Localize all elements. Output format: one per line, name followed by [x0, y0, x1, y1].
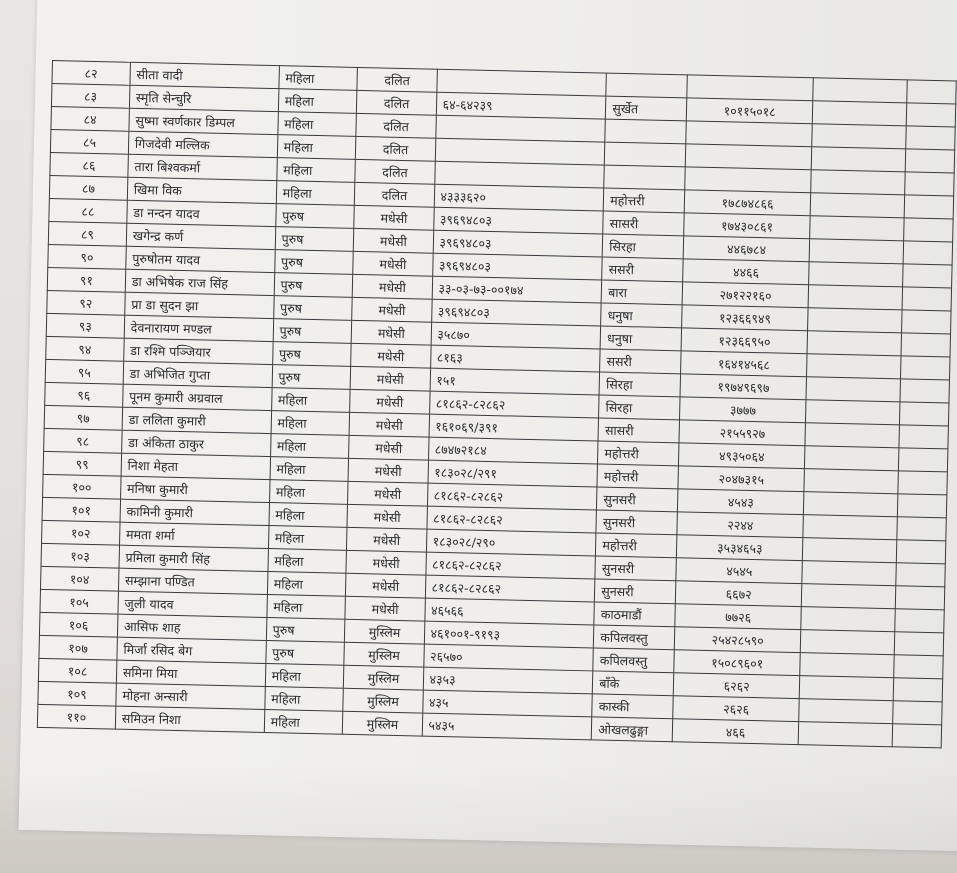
amount-cell: १७४३०८६१: [684, 213, 811, 239]
name-cell: डा रश्मि पञ्जियार: [124, 338, 273, 364]
name-cell: देवनारायण मण्डल: [124, 315, 273, 341]
amount-cell: ३७७७: [680, 397, 807, 423]
empty-cell: [895, 586, 944, 610]
empty-cell: [803, 515, 897, 540]
empty-cell: [802, 584, 896, 609]
district-cell: सासरी: [603, 211, 684, 236]
name-cell: समिउन निशा: [115, 706, 264, 732]
group-cell: मधेसी: [350, 412, 430, 437]
id-number-cell: १६१०६९/३९१: [429, 414, 599, 441]
district-cell: बाँके: [593, 671, 674, 696]
name-cell: प्रमिला कुमारी सिंह: [119, 545, 268, 571]
serial-number-cell: ८८: [49, 198, 127, 223]
amount-cell: २५४२८५९०: [674, 627, 801, 653]
empty-cell: [898, 471, 947, 495]
group-cell: मधेसी: [346, 550, 426, 575]
name-cell: खगेन्द्र कर्ण: [126, 223, 275, 249]
empty-cell: [902, 310, 951, 334]
group-cell: दलित: [357, 90, 437, 115]
serial-number-cell: १०६: [39, 612, 117, 637]
empty-cell: [802, 561, 896, 586]
amount-cell: ४६६: [672, 719, 799, 745]
empty-cell: [896, 563, 945, 587]
serial-number-cell: १०४: [40, 566, 118, 591]
group-cell: मुस्लिम: [344, 665, 424, 690]
district-cell: सिरहा: [602, 234, 683, 259]
empty-cell: [800, 630, 894, 655]
gender-cell: महिला: [269, 503, 348, 528]
amount-cell: ६६७२: [676, 581, 803, 607]
gender-cell: पुरुष: [275, 204, 354, 229]
gender-cell: महिला: [271, 411, 350, 436]
gender-cell: महिला: [264, 709, 343, 734]
name-cell: मोहना अन्सारी: [116, 683, 265, 709]
group-cell: मधेसी: [352, 297, 432, 322]
empty-cell: [811, 147, 905, 172]
district-cell: ओखलढुङ्गा: [592, 717, 673, 742]
empty-cell: [905, 172, 954, 196]
empty-cell: [798, 722, 892, 747]
amount-cell: २०४७३१५: [678, 466, 805, 492]
amount-cell: [685, 144, 812, 170]
serial-number-cell: ९६: [45, 382, 123, 407]
amount-cell: ४४६६: [683, 259, 810, 285]
serial-number-cell: ९९: [43, 451, 121, 476]
gender-cell: महिला: [271, 388, 350, 413]
amount-cell: [686, 121, 813, 147]
name-cell: पूनम कुमारी अग्रवाल: [122, 384, 271, 410]
name-cell: सम्झाना पण्डित: [118, 568, 267, 594]
empty-cell: [799, 699, 893, 724]
empty-cell: [906, 126, 955, 150]
id-number-cell: ६४-६४२३९: [436, 92, 606, 119]
gender-cell: महिला: [276, 158, 355, 183]
id-number-cell: ४६५६६: [424, 598, 594, 625]
empty-cell: [898, 448, 947, 472]
empty-cell: [907, 80, 956, 104]
id-number-cell: ८१८६२-८२८६२: [429, 391, 599, 418]
empty-cell: [905, 149, 954, 173]
gender-cell: महिला: [279, 66, 358, 91]
id-number-cell: ३३-०३-७३-००१७४: [432, 276, 602, 303]
gender-cell: महिला: [265, 663, 344, 688]
district-cell: कपिलवस्तु: [594, 625, 675, 650]
empty-cell: [894, 632, 943, 656]
serial-number-cell: ८३: [51, 84, 129, 109]
id-number-cell: ८१८६२-८२८६२: [427, 483, 597, 510]
serial-number-cell: ९०: [48, 244, 126, 269]
district-cell: [605, 119, 686, 144]
name-cell: पुरुषोतम यादव: [126, 246, 275, 272]
name-cell: निशा मेहता: [121, 453, 270, 479]
id-number-cell: ४६१००१-९१९३: [424, 621, 594, 648]
group-cell: मधेसी: [348, 458, 428, 483]
empty-cell: [899, 425, 948, 449]
name-cell: प्रा डा सुदन झा: [125, 292, 274, 318]
id-number-cell: ३९६९४८०३: [431, 299, 601, 326]
empty-cell: [903, 241, 952, 265]
amount-cell: २७१२२१६०: [682, 282, 809, 308]
empty-cell: [901, 356, 950, 380]
id-number-cell: ३९६९४८०३: [433, 230, 603, 257]
group-cell: मधेसी: [348, 481, 428, 506]
group-cell: दलित: [355, 182, 435, 207]
empty-cell: [812, 101, 906, 126]
gender-cell: महिला: [267, 595, 346, 620]
district-cell: [605, 142, 686, 167]
name-cell: तारा बिश्वकर्मा: [128, 154, 277, 180]
amount-cell: २१५५९२७: [679, 420, 806, 446]
name-cell: सुष्मा स्वर्णकार डिम्पल: [129, 108, 278, 134]
gender-cell: महिला: [278, 89, 357, 114]
district-cell: सासरी: [598, 418, 679, 443]
empty-cell: [806, 377, 900, 402]
name-cell: समिना मिया: [116, 660, 265, 686]
district-cell: सिरहा: [599, 395, 680, 420]
empty-cell: [897, 517, 946, 541]
gender-cell: महिला: [268, 526, 347, 551]
group-cell: मधेसी: [354, 228, 434, 253]
id-number-cell: २६५७०: [423, 644, 593, 671]
amount-cell: ४५४३: [678, 489, 805, 515]
empty-cell: [805, 423, 899, 448]
id-number-cell: ८१८६२-८२८६२: [425, 575, 595, 602]
empty-cell: [895, 609, 944, 633]
serial-number-cell: १०५: [40, 589, 118, 614]
empty-cell: [894, 655, 943, 679]
group-cell: मधेसी: [346, 573, 426, 598]
amount-cell: ३५३४६५३: [677, 535, 804, 561]
amount-cell: ४९३५०६४: [679, 443, 806, 469]
empty-cell: [904, 218, 953, 242]
district-cell: ससरी: [600, 349, 681, 374]
empty-cell: [807, 354, 901, 379]
amount-cell: ४५४५: [676, 558, 803, 584]
amount-cell: १९७४९६९७: [680, 374, 807, 400]
serial-number-cell: ८४: [51, 106, 129, 131]
serial-number-cell: ८६: [50, 152, 128, 177]
name-cell: डा अंकिता ठाकुर: [121, 430, 270, 456]
group-cell: मधेसी: [353, 251, 433, 276]
group-cell: दलित: [356, 136, 436, 161]
serial-number-cell: ९५: [45, 359, 123, 384]
district-cell: धनुषा: [600, 326, 681, 351]
serial-number-cell: ९२: [47, 290, 125, 315]
serial-number-cell: १०८: [38, 658, 116, 683]
district-cell: सुनसरी: [597, 487, 678, 512]
gender-cell: महिला: [278, 112, 357, 137]
gender-cell: पुरुष: [272, 342, 351, 367]
serial-number-cell: ९१: [47, 267, 125, 292]
name-cell: डा अभिषेक राज सिंह: [125, 269, 274, 295]
serial-number-cell: ९३: [46, 313, 124, 338]
district-cell: सुनसरी: [596, 510, 677, 535]
empty-cell: [906, 103, 955, 127]
serial-number-cell: ८२: [52, 61, 130, 86]
group-cell: दलित: [356, 113, 436, 138]
id-number-cell: ८१८६२-८२८६२: [425, 552, 595, 579]
id-number-cell: ४३५: [422, 690, 592, 717]
name-cell: सीता वादी: [130, 62, 279, 88]
empty-cell: [804, 469, 898, 494]
id-number-cell: ४३३३६२०: [434, 184, 604, 211]
district-cell: [604, 165, 685, 190]
gender-cell: महिला: [264, 686, 343, 711]
group-cell: मधेसी: [347, 504, 427, 529]
empty-cell: [809, 262, 903, 287]
amount-cell: [685, 167, 812, 193]
id-number-cell: ५४३५: [422, 713, 592, 740]
empty-cell: [892, 724, 941, 748]
amount-cell: १५०८९६०१: [674, 650, 801, 676]
group-cell: दलित: [355, 159, 435, 184]
id-number-cell: ८७४७२१८४: [428, 437, 598, 464]
empty-cell: [806, 400, 900, 425]
id-number-cell: ८१६३: [430, 345, 600, 372]
name-cell: कामिनी कुमारी: [120, 499, 269, 525]
id-number-cell: ३५८७०: [431, 322, 601, 349]
empty-cell: [900, 379, 949, 403]
records-table: [37, 60, 957, 748]
district-cell: महोत्तरी: [598, 441, 679, 466]
name-cell: डा ललिता कुमारी: [122, 407, 271, 433]
district-cell: महोत्तरी: [597, 464, 678, 489]
district-cell: सुर्खेत: [606, 96, 687, 121]
id-number-cell: ४३५३: [423, 667, 593, 694]
empty-cell: [904, 195, 953, 219]
amount-cell: १७८७४८६६: [684, 190, 811, 216]
gender-cell: पुरुष: [274, 250, 353, 275]
id-number-cell: १८३०२८/२९०: [426, 529, 596, 556]
amount-cell: २२४४: [677, 512, 804, 538]
empty-cell: [896, 540, 945, 564]
empty-cell: [893, 701, 942, 725]
amount-cell: २६२६: [673, 696, 800, 722]
group-cell: मधेसी: [345, 596, 425, 621]
serial-number-cell: ९४: [46, 336, 124, 361]
empty-cell: [807, 331, 901, 356]
gender-cell: पुरुष: [266, 618, 345, 643]
district-cell: धनुषा: [601, 303, 682, 328]
amount-cell: १६४१४५६८: [681, 351, 808, 377]
amount-cell: १२३६६९४९: [682, 305, 809, 331]
serial-number-cell: १०१: [42, 497, 120, 522]
amount-cell: ४४६७८४: [683, 236, 810, 262]
empty-cell: [901, 333, 950, 357]
empty-cell: [805, 446, 899, 471]
serial-number-cell: १०३: [41, 543, 119, 568]
gender-cell: पुरुष: [272, 365, 351, 390]
name-cell: जुली यादव: [118, 591, 267, 617]
district-cell: महोत्तरी: [596, 533, 677, 558]
empty-cell: [808, 285, 902, 310]
gender-cell: महिला: [270, 434, 349, 459]
empty-cell: [804, 492, 898, 517]
serial-number-cell: ९७: [44, 405, 122, 430]
empty-cell: [899, 402, 948, 426]
group-cell: मुस्लिम: [345, 619, 425, 644]
id-number-cell: १८३०२८/२९१: [427, 460, 597, 487]
gender-cell: पुरुष: [274, 273, 353, 298]
group-cell: मधेसी: [351, 366, 431, 391]
empty-cell: [803, 538, 897, 563]
gender-cell: पुरुष: [266, 641, 345, 666]
gender-cell: महिला: [277, 135, 356, 160]
name-cell: ममता शर्मा: [119, 522, 268, 548]
serial-number-cell: ११०: [37, 704, 115, 729]
empty-cell: [897, 494, 946, 518]
group-cell: मधेसी: [352, 320, 432, 345]
id-number-cell: ३९६९४८०३: [433, 207, 603, 234]
district-cell: [606, 73, 687, 98]
name-cell: मनिषा कुमारी: [120, 476, 269, 502]
gender-cell: पुरुष: [273, 296, 352, 321]
empty-cell: [800, 653, 894, 678]
district-cell: काठमाडौं: [594, 602, 675, 627]
empty-cell: [903, 264, 952, 288]
serial-number-cell: १००: [43, 474, 121, 499]
group-cell: मुस्लिम: [343, 711, 423, 736]
empty-cell: [810, 193, 904, 218]
name-cell: डा नन्दन यादव: [127, 200, 276, 226]
empty-cell: [813, 78, 907, 103]
id-number-cell: ८१८६२-८२८६२: [426, 506, 596, 533]
empty-cell: [808, 308, 902, 333]
group-cell: मुस्लिम: [343, 688, 423, 713]
serial-number-cell: १०९: [38, 681, 116, 706]
name-cell: स्मृति सेन्चुरि: [129, 85, 278, 111]
group-cell: मधेसी: [350, 389, 430, 414]
gender-cell: महिला: [269, 480, 348, 505]
district-cell: बारा: [601, 280, 682, 305]
name-cell: डा अभिजित गुप्ता: [123, 361, 272, 387]
serial-number-cell: ९८: [44, 428, 122, 453]
empty-cell: [799, 676, 893, 701]
empty-cell: [809, 239, 903, 264]
gender-cell: महिला: [276, 181, 355, 206]
id-number-cell: ३९६९४८०३: [432, 253, 602, 280]
amount-cell: [687, 75, 814, 101]
empty-cell: [801, 607, 895, 632]
empty-cell: [902, 287, 951, 311]
amount-cell: ७७२६: [675, 604, 802, 630]
district-cell: सुनसरी: [595, 579, 676, 604]
empty-cell: [811, 170, 905, 195]
district-cell: ससरी: [602, 257, 683, 282]
serial-number-cell: ८७: [49, 175, 127, 200]
empty-cell: [893, 678, 942, 702]
group-cell: मधेसी: [347, 527, 427, 552]
group-cell: दलित: [357, 67, 437, 92]
group-cell: मधेसी: [354, 205, 434, 230]
district-cell: सिरहा: [599, 372, 680, 397]
gender-cell: महिला: [268, 549, 347, 574]
serial-number-cell: ८५: [50, 129, 128, 154]
gender-cell: महिला: [270, 457, 349, 482]
name-cell: आसिफ शाह: [117, 614, 266, 640]
amount-cell: १०११५०१८: [687, 98, 814, 124]
amount-cell: ६२६२: [673, 673, 800, 699]
district-cell: कास्की: [592, 694, 673, 719]
gender-cell: पुरुष: [275, 227, 354, 252]
group-cell: मधेसी: [351, 343, 431, 368]
serial-number-cell: १०७: [39, 635, 117, 660]
records-table-body: [37, 61, 956, 748]
gender-cell: महिला: [267, 572, 346, 597]
group-cell: मुस्लिम: [344, 642, 424, 667]
district-cell: महोत्तरी: [604, 188, 685, 213]
table-wrapper: [37, 60, 957, 748]
gender-cell: पुरुष: [273, 319, 352, 344]
empty-cell: [810, 216, 904, 241]
id-number-cell: १५१: [430, 368, 600, 395]
name-cell: मिर्जा रसिद बेग: [117, 637, 266, 663]
name-cell: खिमा विक: [127, 177, 276, 203]
name-cell: गिजदेवी मल्लिक: [128, 131, 277, 157]
group-cell: मधेसी: [353, 274, 433, 299]
district-cell: सुनसरी: [595, 556, 676, 581]
district-cell: कपिलवस्तु: [593, 648, 674, 673]
serial-number-cell: १०२: [42, 520, 120, 545]
amount-cell: १२३६६९५०: [681, 328, 808, 354]
group-cell: मधेसी: [349, 435, 429, 460]
empty-cell: [812, 124, 906, 149]
serial-number-cell: ८९: [48, 221, 126, 246]
